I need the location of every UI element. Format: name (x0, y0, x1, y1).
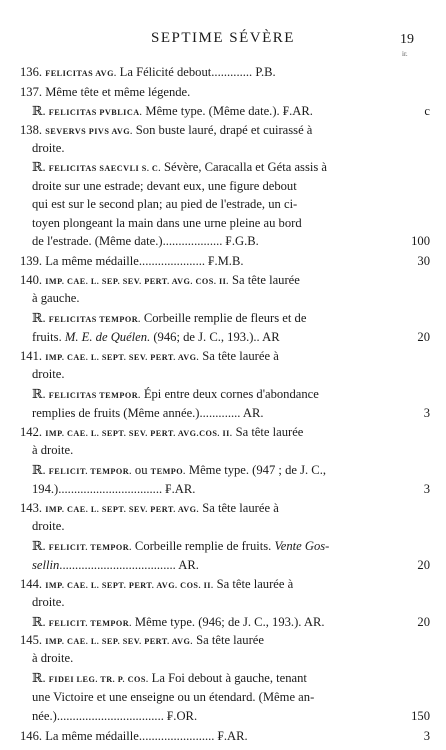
text-segment: à droite. (32, 651, 74, 665)
legend-inscription: FELICITAS TEMPOR. (48, 315, 141, 324)
legend-inscription: FELICIT. TEMPOR. (48, 619, 132, 628)
text-line (0, 592, 446, 612)
text-segment: La Félicité debout............. P.B. (116, 65, 276, 79)
legend-inscription: FIDEI LEG. TR. P. COS. (48, 675, 149, 684)
text-segment: 136. (20, 65, 46, 79)
text-segment: droite sur une estrade; devant eux, une figure debout (32, 179, 297, 193)
text-segment: droite. (32, 367, 65, 381)
text-line (0, 194, 446, 214)
legend-inscription: IMP. CAE. L. SEPT. SEV. PERT. AVG. (45, 505, 200, 514)
text-line (0, 176, 446, 196)
text-segment: 146. La même médaille........................ ₣.AR. (20, 729, 248, 743)
legend-inscription: IMP. CAE. L. SEPT. SEV. PERT. AVG. (45, 353, 200, 362)
text-segment: Sa tête laurée à (199, 349, 279, 363)
line-text (32, 288, 80, 308)
text-segment: 144. (20, 577, 46, 591)
price-value: 100 (411, 234, 430, 248)
text-line (0, 327, 446, 347)
page-header (0, 30, 446, 58)
text-line (0, 516, 446, 536)
text-segment: Épi entre deux cornes d'abondance (140, 387, 319, 401)
text-segment: Corbeille remplie de fruits. (131, 539, 275, 553)
text-line (0, 138, 446, 158)
text-segment: Même type. (Même date.). ₣.AR. (142, 104, 313, 118)
text-line (0, 231, 446, 251)
line-text (32, 364, 65, 384)
line-text (32, 592, 65, 612)
text-segment: née.).................................. ₣.OR. (32, 709, 198, 723)
price-value: 3 (423, 406, 430, 420)
italic-reference: Vente Gos- (274, 539, 330, 553)
text-segment: ..................................... AR. (59, 558, 199, 572)
text-segment: ℝ. (32, 104, 49, 118)
sheet-mark: ir. (402, 50, 408, 58)
text-segment: Sa tête laurée à (213, 577, 294, 591)
text-line (0, 440, 446, 460)
price-value: 20 (417, 330, 430, 344)
legend-inscription: FELICIT. TEMPOR. (48, 543, 132, 552)
line-text (20, 726, 248, 746)
line-text (32, 403, 264, 423)
text-segment: Son buste lauré, drapé et cuirassé à (132, 123, 313, 137)
text-line (0, 62, 446, 82)
text-line (0, 422, 446, 442)
text-segment: Corbeille remplie de fleurs et de (140, 311, 307, 325)
text-segment: à gauche. (32, 291, 80, 305)
text-segment: Sévère, Caracalla et Géta assis à (160, 160, 327, 174)
text-segment: droite. (32, 519, 65, 533)
line-text (20, 62, 276, 84)
text-segment: ℝ. (32, 463, 49, 477)
text-segment: (946; de J. C., 193.).. AR (150, 330, 280, 344)
running-title: SEPTIME SÉVÈRE (151, 30, 295, 46)
line-text (20, 82, 190, 102)
legend-inscription: FELICITAS TEMPOR. (48, 391, 141, 400)
legend-inscription: FELICITAS PVBLICA. (48, 108, 143, 117)
text-segment: toyen plongeant la main dans une urne pleine au bord (32, 216, 302, 230)
text-line (0, 120, 446, 140)
legend-inscription: IMP. CAE. L. SEP. SEV. PERT. AVG. (45, 637, 193, 646)
text-line (0, 648, 446, 668)
text-segment: remplies de fruits (Même année.)............. AR. (32, 406, 264, 420)
text-segment: 138. (20, 123, 46, 137)
legend-inscription: FELICITAS SAECVLI S. C. (48, 164, 161, 173)
text-segment: droite. (32, 595, 65, 609)
text-line (0, 157, 446, 177)
text-line (0, 612, 446, 632)
price-value: 3 (423, 482, 430, 496)
line-text (32, 138, 65, 158)
text-segment: Sa tête laurée (232, 425, 304, 439)
text-line (0, 498, 446, 518)
price-value: c (424, 104, 430, 118)
text-line (0, 479, 446, 499)
text-segment: ℝ. (32, 539, 49, 553)
text-line (0, 536, 446, 556)
text-line (0, 101, 446, 121)
text-line (0, 213, 446, 233)
text-segment: Même type. (947 ; de J. C., (185, 463, 326, 477)
text-segment: une Victoire et une enseigne ou un étendard. (Même an- (32, 690, 315, 704)
page-number: 19 (400, 32, 414, 47)
text-line (0, 630, 446, 650)
legend-inscription: TEMPO. (150, 467, 186, 476)
text-line (0, 364, 446, 384)
text-line (0, 403, 446, 423)
text-segment: Sa tête laurée (192, 633, 264, 647)
text-segment: Sa tête laurée (228, 273, 300, 287)
price-value: 150 (411, 709, 430, 723)
text-line (0, 706, 446, 726)
price-value: 30 (417, 254, 430, 268)
line-text (32, 440, 73, 460)
text-segment: 194.)................................. ₣.AR. (32, 482, 196, 496)
text-line (0, 460, 446, 480)
legend-inscription: IMP. CAE. L. SEP. SEV. PERT. AVG. COS. II. (45, 277, 229, 286)
text-segment: à droite. (32, 443, 74, 457)
text-line (0, 251, 446, 271)
text-segment: 137. Même tête et même légende. (20, 85, 191, 99)
text-line (0, 288, 446, 308)
price-value: 3 (423, 729, 430, 743)
text-segment: fruits. (32, 330, 65, 344)
line-text (32, 213, 302, 233)
price-value: 20 (417, 558, 430, 572)
text-segment: 143. (20, 501, 46, 515)
line-text (32, 479, 195, 499)
text-line (0, 726, 446, 746)
legend-inscription: FELICIT. TEMPOR. (48, 467, 132, 476)
italic-reference: sellin (32, 558, 60, 572)
line-text (32, 687, 314, 707)
text-line (0, 346, 446, 366)
line-text (32, 231, 259, 251)
text-segment: ou (131, 463, 151, 477)
text-line (0, 574, 446, 594)
text-segment: La Foi debout à gauche, tenant (148, 671, 307, 685)
text-segment: droite. (32, 141, 65, 155)
text-segment: 140. (20, 273, 46, 287)
text-segment: ℝ. (32, 387, 49, 401)
text-segment: 142. (20, 425, 46, 439)
text-segment: de l'estrade. (Même date.)................... ₣.G.B. (32, 234, 259, 248)
line-text (32, 648, 73, 668)
line-text (32, 706, 197, 726)
text-segment: qui est sur le second plan; au pied de l'estrade, un ci- (32, 197, 298, 211)
text-segment: 139. La même médaille..................... ₣.M.B. (20, 254, 244, 268)
line-text (32, 176, 297, 196)
line-text (32, 194, 297, 214)
text-line (0, 687, 446, 707)
text-segment: 145. (20, 633, 46, 647)
legend-inscription: IMP. CAE. L. SEPT. PERT. AVG. COS. II. (45, 581, 214, 590)
legend-inscription: FELICITAS AVG. (45, 69, 117, 78)
text-segment: ℝ. (32, 160, 49, 174)
text-line (0, 384, 446, 404)
text-segment: Sa tête laurée à (199, 501, 279, 515)
text-segment: ℝ. (32, 671, 49, 685)
text-segment: ℝ. (32, 615, 49, 629)
legend-inscription: SEVERVS PIVS AVG. (45, 127, 133, 136)
line-text (32, 327, 280, 347)
legend-inscription: IMP. CAE. L. SEPT. SEV. PERT. AVG.COS. II. (45, 429, 233, 438)
text-line (0, 555, 446, 575)
text-line (0, 308, 446, 328)
price-value: 20 (417, 615, 430, 629)
text-segment: ℝ. (32, 311, 49, 325)
italic-reference: M. E. de Quélen. (64, 330, 151, 344)
line-text (20, 251, 244, 271)
line-text (32, 516, 65, 536)
text-line (0, 668, 446, 688)
line-text (32, 555, 199, 575)
text-segment: 141. (20, 349, 46, 363)
text-segment: Même type. (946; de J. C., 193.). AR. (131, 615, 325, 629)
text-line (0, 82, 446, 102)
text-line (0, 270, 446, 290)
